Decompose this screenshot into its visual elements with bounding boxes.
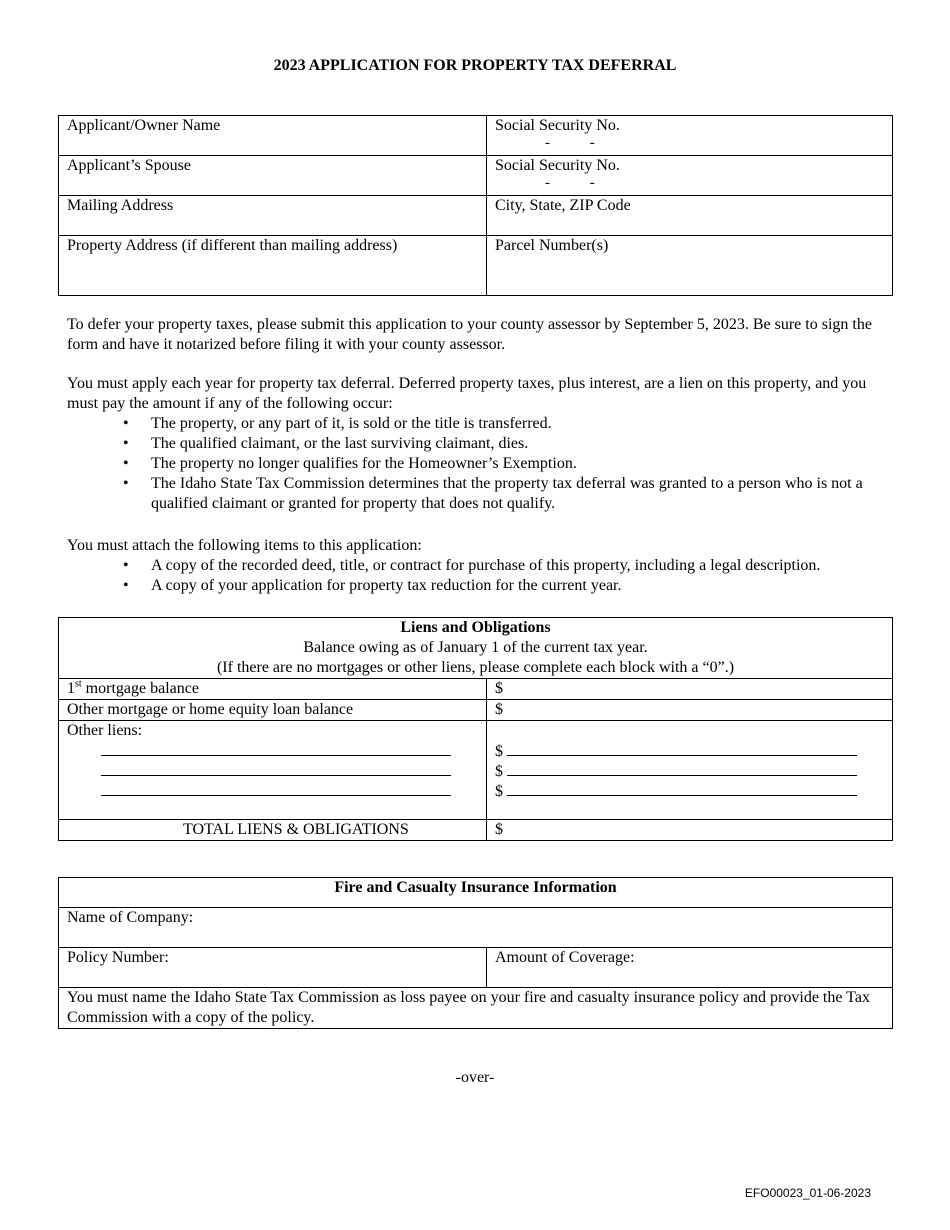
- mailing-address-label: Mailing Address: [67, 197, 174, 214]
- total-liens-label-cell: [59, 820, 487, 841]
- mailing-address-field[interactable]: [59, 196, 487, 236]
- attachments-list: [67, 556, 897, 596]
- spouse-ssn-dashes: - -: [545, 175, 595, 191]
- policy-number-label: Policy Number:: [67, 949, 169, 966]
- other-mortgage-label: Other mortgage or home equity loan balance: [67, 701, 354, 718]
- owner-ssn-label: Social Security No.: [495, 117, 620, 134]
- currency-symbol: $: [495, 680, 503, 697]
- liens-note: (If there are no mortgages or other liens, please complete each block with a “0”.): [216, 659, 735, 676]
- first-mortgage-amount-field[interactable]: [487, 679, 893, 700]
- first-mortgage-label: 1st mortgage balance: [67, 678, 199, 697]
- total-liens-label: TOTAL LIENS & OBLIGATIONS: [183, 821, 409, 838]
- insurance-table: [58, 877, 893, 1029]
- currency-symbol: $: [495, 763, 503, 780]
- parcel-number-label: Parcel Number(s): [495, 237, 609, 254]
- other-lien-description-line-2[interactable]: [101, 761, 451, 776]
- liens-table: [58, 617, 893, 841]
- liens-subheading: Balance owing as of January 1 of the current tax year.: [303, 639, 648, 656]
- page-continuation-marker: -over-: [455, 1069, 495, 1086]
- owner-ssn-field[interactable]: [487, 116, 893, 156]
- list-item: • The property no longer qualifies for the Homeowner’s Exemption.: [151, 454, 897, 474]
- total-liens-amount-field[interactable]: [487, 820, 893, 841]
- insurance-note: You must name the Idaho State Tax Commission as loss payee on your fire and casualty insurance policy and provide the Tax Commission with a copy of the policy.: [67, 989, 870, 1026]
- other-liens-cell: [59, 721, 487, 820]
- policy-number-field[interactable]: [59, 948, 487, 988]
- lien-conditions-intro: You must apply each year for property tax deferral. Deferred property taxes, plus interest, are a lien on this property, and you must pay the amount if any of the following occur:: [67, 375, 867, 412]
- spouse-name-label: Applicant’s Spouse: [67, 157, 191, 174]
- page-title: 2023 APPLICATION FOR PROPERTY TAX DEFERRAL: [273, 57, 677, 74]
- other-lien-amount-line-2[interactable]: [507, 761, 857, 776]
- spouse-name-field[interactable]: [59, 156, 487, 196]
- instructions-paragraph-3: [67, 536, 897, 596]
- owner-ssn-dashes: - -: [545, 135, 595, 151]
- list-item: • A copy of your application for property tax reduction for the current year.: [151, 576, 897, 596]
- owner-name-label: Applicant/Owner Name: [67, 117, 221, 134]
- liens-heading: Liens and Obligations: [400, 619, 551, 636]
- other-lien-amount-line-3[interactable]: [507, 781, 857, 796]
- other-mortgage-label-cell: [59, 700, 487, 721]
- list-item: • The property, or any part of it, is sold or the title is transferred.: [151, 414, 897, 434]
- insurance-header: [59, 878, 893, 908]
- other-lien-amount-line-1[interactable]: [507, 741, 857, 756]
- currency-symbol: $: [495, 783, 503, 800]
- other-lien-description-line-1[interactable]: [101, 741, 451, 756]
- insurance-note-cell: [59, 988, 893, 1029]
- city-state-zip-label: City, State, ZIP Code: [495, 197, 631, 214]
- coverage-amount-field[interactable]: [487, 948, 893, 988]
- list-item: • The Idaho State Tax Commission determines that the property tax deferral was granted to a person who is not a qualified claimant or granted for property that does not qualify.: [151, 474, 897, 514]
- form-id: EFO00023_01-06-2023: [744, 1186, 871, 1200]
- other-lien-description-line-3[interactable]: [101, 781, 451, 796]
- list-item: • The qualified claimant, or the last surviving claimant, dies.: [151, 434, 897, 454]
- list-item: • A copy of the recorded deed, title, or contract for purchase of this property, including a legal description.: [151, 556, 897, 576]
- applicant-info-table: [58, 115, 893, 296]
- parcel-number-field[interactable]: [487, 236, 893, 296]
- city-state-zip-field[interactable]: [487, 196, 893, 236]
- currency-symbol: $: [495, 701, 503, 718]
- coverage-amount-label: Amount of Coverage:: [495, 949, 635, 966]
- lien-conditions-list: [67, 414, 897, 514]
- spouse-ssn-field[interactable]: [487, 156, 893, 196]
- currency-symbol: $: [495, 743, 503, 760]
- property-address-field[interactable]: [59, 236, 487, 296]
- currency-symbol: $: [495, 821, 503, 838]
- instructions-paragraph-2: [67, 374, 897, 514]
- other-mortgage-amount-field[interactable]: [487, 700, 893, 721]
- insurance-heading: Fire and Casualty Insurance Information: [334, 879, 617, 896]
- liens-header: [59, 618, 893, 679]
- attachments-intro: You must attach the following items to this application:: [67, 537, 422, 554]
- spouse-ssn-label: Social Security No.: [495, 157, 620, 174]
- other-liens-label: Other liens:: [67, 722, 143, 739]
- insurance-company-label: Name of Company:: [67, 909, 194, 926]
- instructions-paragraph-1: To defer your property taxes, please submit this application to your county assessor by September 5, 2023. Be sure to sign the form and have it notarized before filing it with your county assessor.: [67, 316, 872, 353]
- first-mortgage-label-cell: [59, 679, 487, 700]
- other-liens-amounts-cell: [487, 721, 893, 820]
- insurance-company-field[interactable]: [59, 908, 893, 948]
- property-address-label: Property Address (if different than mailing address): [67, 237, 398, 254]
- owner-name-field[interactable]: [59, 116, 487, 156]
